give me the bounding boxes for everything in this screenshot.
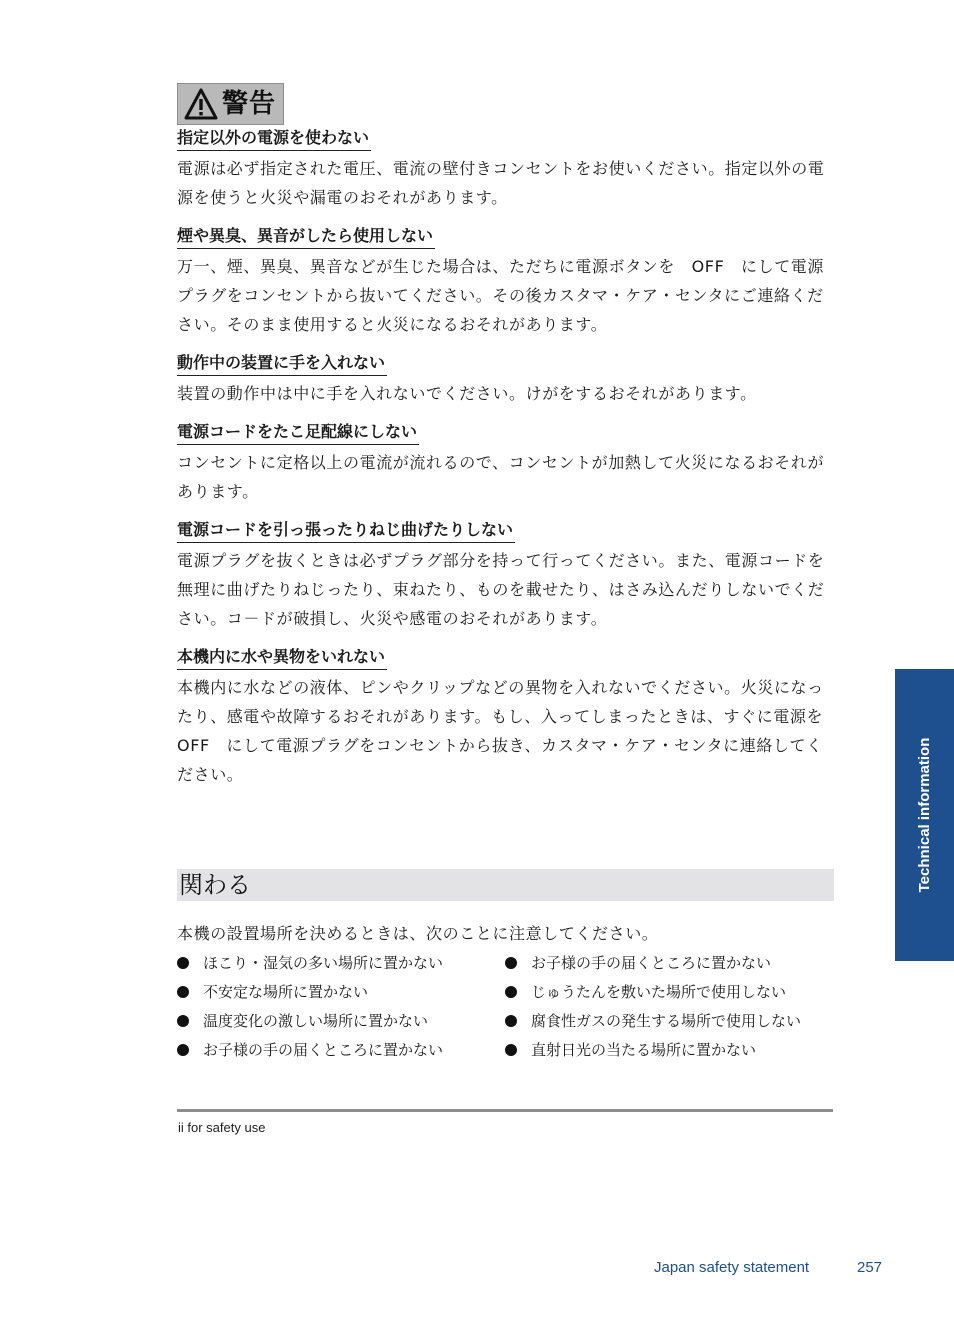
side-tab: [895, 669, 954, 961]
install-intro: 本機の設置場所を決めるときは、次のことに注意してください。: [177, 924, 659, 943]
section-heading: 電源コードをたこ足配線にしない: [177, 420, 419, 445]
warning-section: [177, 645, 840, 789]
section-heading: 本機内に水や異物をいれない: [177, 645, 387, 670]
warning-section: [177, 420, 837, 506]
section-body: 電源プラグを抜くときは必ずプラグ部分を持って行ってください。また、電源コードを無理に曲げたりねじったり、束ねたり、ものを載せたり、はさみ込んだりしないでください。コ－ドが破損し、火災や感電のおそれがあります。: [177, 551, 825, 628]
bullet-icon: [177, 1044, 189, 1056]
section-heading: 指定以外の電源を使わない: [177, 126, 371, 151]
list-item-text: じゅうたんを敷いた場所で使用しない: [531, 983, 787, 1001]
section-heading: 動作中の装置に手を入れない: [177, 351, 387, 376]
list-item: [177, 1037, 507, 1066]
page-number: 257: [857, 1259, 883, 1276]
list-item-text: お子様の手の届くところに置かない: [203, 1041, 444, 1059]
bullet-icon: [177, 1015, 189, 1027]
warning-section: [177, 351, 837, 408]
section-body: 本機内に水などの液体、ピンやクリップなどの異物を入れないでください。火災になったり、感電や故障するおそれがあります。もし、入ってしまったときは、すぐに電源を OFF にして電源プラグをコンセントから抜き、カスタマ・ケア・センタに連絡してください。: [177, 678, 840, 784]
section-heading: 煙や異臭、異音がしたら使用しない: [177, 224, 435, 249]
warning-badge: [177, 83, 284, 125]
list-item: [177, 1008, 507, 1037]
install-section-banner: [177, 869, 834, 901]
warning-section: [177, 126, 837, 212]
warning-triangle-icon: [184, 88, 218, 120]
list-item-text: 温度変化の激しい場所に置かない: [203, 1012, 429, 1030]
bullet-icon: [505, 986, 517, 998]
list-item-text: ほこり・湿気の多い場所に置かない: [203, 954, 444, 972]
footer-title: Japan safety statement: [654, 1259, 810, 1276]
section-body: 装置の動作中は中に手を入れないでください。けがをするおそれがあります。: [177, 384, 757, 403]
section-body: 万一、煙、異臭、異音などが生じた場合は、ただちに電源ボタンを OFF にして電源プラグをコンセントから抜いてください。その後カスタマ・ケア・センタにご連絡ください。そのまま使用すると火災になるおそれがあります。: [177, 257, 825, 334]
warning-section: [177, 518, 837, 633]
bullet-icon: [505, 1044, 517, 1056]
section-heading: 電源コードを引っ張ったりねじ曲げたりしない: [177, 518, 515, 543]
section-body: 電源は必ず指定された電圧、電流の壁付きコンセントをお使いください。指定以外の電源を使うと火災や漏電のおそれがあります。: [177, 159, 825, 207]
warning-sections: [177, 126, 840, 789]
side-tab-label: Technical information: [915, 737, 933, 893]
warning-section: [177, 224, 837, 339]
warning-label: 警告: [222, 89, 277, 119]
list-item: [177, 979, 507, 1008]
list-item-text: 直射日光の当たる場所に置かない: [531, 1041, 757, 1059]
footnote-divider: [177, 1109, 833, 1112]
list-item: [505, 979, 835, 1008]
list-item-text: 不安定な場所に置かない: [203, 983, 369, 1001]
bullet-icon: [505, 1015, 517, 1027]
install-list-left: [177, 950, 507, 1066]
list-item: [177, 950, 507, 979]
install-heading: 関わる: [179, 871, 251, 899]
list-item-text: 腐食性ガスの発生する場所で使用しない: [531, 1012, 802, 1030]
install-list-right: [505, 950, 835, 1066]
footnote: ii for safety use: [178, 1120, 266, 1135]
bullet-icon: [505, 957, 517, 969]
list-item: [505, 950, 835, 979]
list-item: [505, 1008, 835, 1037]
bullet-icon: [177, 986, 189, 998]
bullet-icon: [177, 957, 189, 969]
list-item: [505, 1037, 835, 1066]
list-item-text: お子様の手の届くところに置かない: [531, 954, 772, 972]
section-body: コンセントに定格以上の電流が流れるので、コンセントが加熱して火災になるおそれがあります。: [177, 453, 825, 501]
